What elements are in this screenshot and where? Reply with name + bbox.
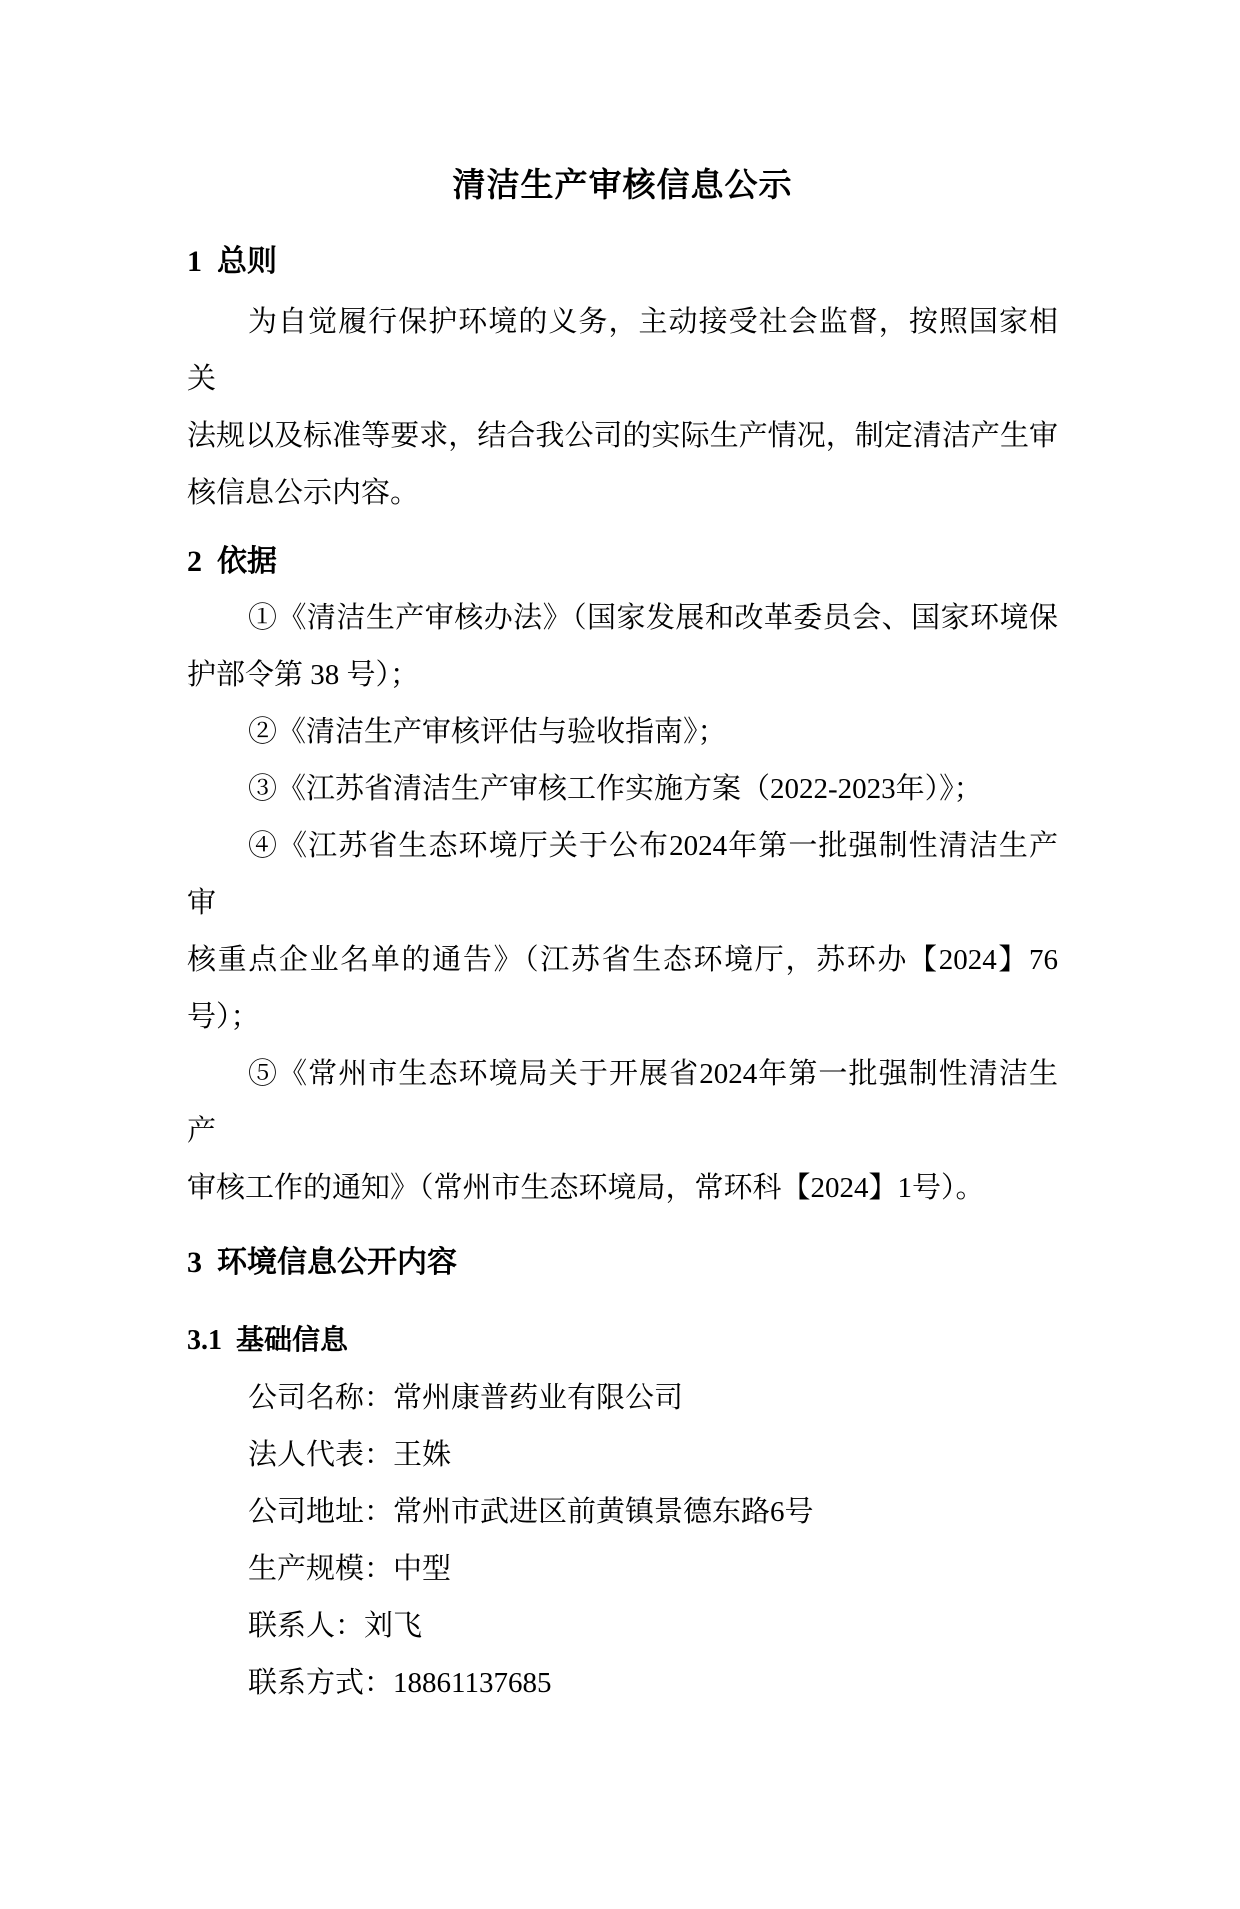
list-item — [187, 590, 1058, 704]
heading-basic-info: 3.1 基础信息 — [187, 1325, 349, 1356]
document-page — [0, 156, 1240, 1712]
list-item-line: 护部令第 38 号）； — [187, 659, 420, 691]
heading-basis: 2 依据 — [187, 545, 277, 578]
field-value: 常州市武进区前黄镇景德东路6号 — [393, 1496, 814, 1528]
heading-environment-info: 3 环境信息公开内容 — [187, 1246, 457, 1279]
heading-general-provisions: 1 总则 — [187, 245, 277, 278]
field-label: 公司地址： — [248, 1496, 394, 1528]
field-line-contact-person — [187, 1598, 1058, 1655]
list-item-line: 号）； — [187, 1001, 260, 1033]
list-item-line: 核重点企业名单的通告》（江苏省生态环境厅，苏环办【2024】76 — [187, 944, 1058, 976]
field-line-contact-phone — [187, 1655, 1058, 1712]
field-value: 常州康普药业有限公司 — [393, 1382, 684, 1414]
document-title: 清洁生产审核信息公示 — [452, 166, 793, 203]
field-label: 联系方式： — [248, 1667, 394, 1699]
paragraph-line: 法规以及标准等要求，结合我公司的实际生产情况，制定清洁产生审 — [187, 420, 1058, 452]
field-value: 中型 — [393, 1553, 452, 1585]
paragraph-general — [187, 294, 1058, 522]
field-line-legal-representative — [187, 1427, 1058, 1484]
list-item-line: ①《清洁生产审核办法》（国家发展和改革委员会、国家环境保 — [248, 602, 1058, 634]
field-line-company-name — [187, 1370, 1058, 1427]
list-item-line: 审核工作的通知》（常州市生态环境局，常环科【2024】1号）。 — [187, 1172, 985, 1204]
field-label: 法人代表： — [248, 1439, 394, 1471]
field-value: 王姝 — [393, 1439, 452, 1471]
list-item — [187, 1046, 1058, 1217]
basis-list — [187, 590, 1058, 1217]
field-label: 生产规模： — [248, 1553, 394, 1585]
basic-info-fields — [187, 1370, 1058, 1712]
list-item — [187, 818, 1058, 1046]
list-item-line: ③《江苏省清洁生产审核工作实施方案（2022-2023年）》； — [248, 773, 983, 805]
field-value: 刘飞 — [364, 1610, 423, 1642]
field-value: 18861137685 — [393, 1667, 552, 1699]
list-item-line: ②《清洁生产审核评估与验收指南》； — [248, 716, 727, 748]
list-item — [187, 761, 1058, 818]
list-item-line: ⑤《常州市生态环境局关于开展省2024年第一批强制性清洁生产 — [187, 1058, 1058, 1147]
field-line-company-address — [187, 1484, 1058, 1541]
field-line-production-scale — [187, 1541, 1058, 1598]
paragraph-line: 为自觉履行保护环境的义务，主动接受社会监督，按照国家相关 — [187, 306, 1058, 395]
list-item-line: ④《江苏省生态环境厅关于公布2024年第一批强制性清洁生产审 — [187, 830, 1058, 919]
list-item — [187, 704, 1058, 761]
field-label: 联系人： — [248, 1610, 365, 1642]
field-label: 公司名称： — [248, 1382, 394, 1414]
paragraph-line: 核信息公示内容。 — [187, 477, 420, 509]
